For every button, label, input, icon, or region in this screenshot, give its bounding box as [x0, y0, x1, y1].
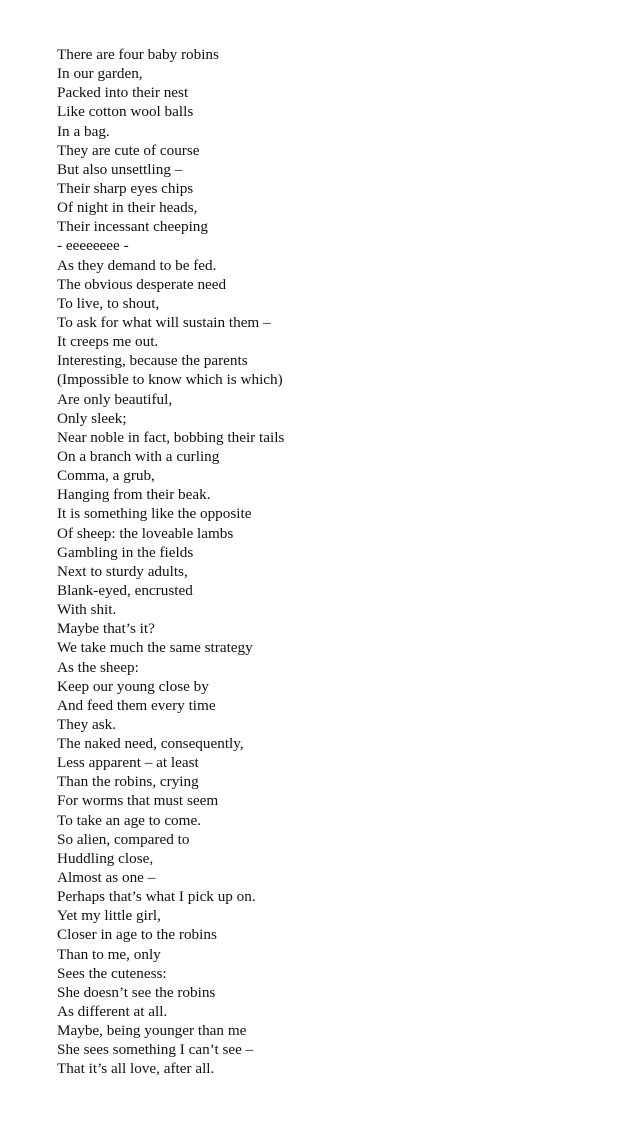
poem-line: It creeps me out.	[57, 333, 159, 351]
poem-line: Almost as one –	[57, 869, 156, 887]
poem-line: As they demand to be fed.	[57, 256, 217, 274]
poem-line: That it’s all love, after all.	[57, 1060, 215, 1078]
poem-line: Hanging from their beak.	[57, 486, 211, 504]
poem-line: Packed into their nest	[57, 84, 189, 102]
poem-line: To ask for what will sustain them –	[57, 313, 271, 331]
poem-line: As different at all.	[57, 1003, 168, 1021]
poem-line: Their sharp eyes chips	[57, 179, 194, 197]
poem-line: Keep our young close by	[57, 677, 209, 695]
poem-line: The naked need, consequently,	[57, 735, 244, 753]
poem-line: To take an age to come.	[57, 811, 201, 829]
poem-line: Are only beautiful,	[57, 390, 173, 408]
poem-line: For worms that must seem	[57, 792, 219, 810]
poem-line: Than to me, only	[57, 945, 161, 963]
poem-line: To live, to shout,	[57, 294, 160, 312]
poem-line: She sees something I can’t see –	[57, 1041, 254, 1059]
poem-line: In our garden,	[57, 65, 143, 83]
poem-line: As the sheep:	[57, 658, 139, 676]
poem-line: Near noble in fact, bobbing their tails	[57, 428, 285, 446]
poem-line: - eeeeeeee -	[57, 237, 129, 255]
poem-line: With shit.	[57, 601, 117, 619]
poem-line: And feed them every time	[57, 696, 216, 714]
poem-line: They are cute of course	[57, 141, 200, 159]
poem-line: But also unsettling –	[57, 160, 183, 178]
poem-line: Like cotton wool balls	[57, 103, 194, 121]
poem-line: Sees the cuteness:	[57, 964, 167, 982]
poem-line: Blank-eyed, encrusted	[57, 581, 193, 599]
poem-line: Their incessant cheeping	[57, 218, 208, 236]
poem-line: They ask.	[57, 715, 117, 733]
poem-line: Yet my little girl,	[57, 907, 161, 925]
poem-line: So alien, compared to	[57, 830, 190, 848]
poem-line: Only sleek;	[57, 409, 127, 427]
poem-line: On a branch with a curling	[57, 447, 220, 465]
poem-text	[57, 45, 284, 1079]
poem-line: Maybe, being younger than me	[57, 1022, 247, 1040]
poem-line: Of sheep: the loveable lambs	[57, 524, 234, 542]
poem-line: Of night in their heads,	[57, 199, 198, 217]
poem-line: Next to sturdy adults,	[57, 562, 188, 580]
poem-line: Interesting, because the parents	[57, 352, 248, 370]
poem-line: Closer in age to the robins	[57, 926, 217, 944]
poem-line: Perhaps that’s what I pick up on.	[57, 888, 256, 906]
poem-line: Huddling close,	[57, 849, 154, 867]
poem-line: There are four baby robins	[57, 46, 219, 63]
poem-line: In a bag.	[57, 122, 110, 140]
poem-line: Than the robins, crying	[57, 773, 199, 791]
poem-line: Less apparent – at least	[57, 754, 199, 772]
poem-line: Maybe that’s it?	[57, 620, 155, 638]
poem-line: (Impossible to know which is which)	[57, 371, 283, 389]
poem-line: Gambling in the fields	[57, 543, 194, 561]
poem-line: Comma, a grub,	[57, 467, 155, 485]
poem-line: The obvious desperate need	[57, 275, 227, 293]
poem-line: It is something like the opposite	[57, 505, 252, 523]
poem-line: We take much the same strategy	[57, 639, 253, 657]
poem-line: She doesn’t see the robins	[57, 983, 216, 1001]
